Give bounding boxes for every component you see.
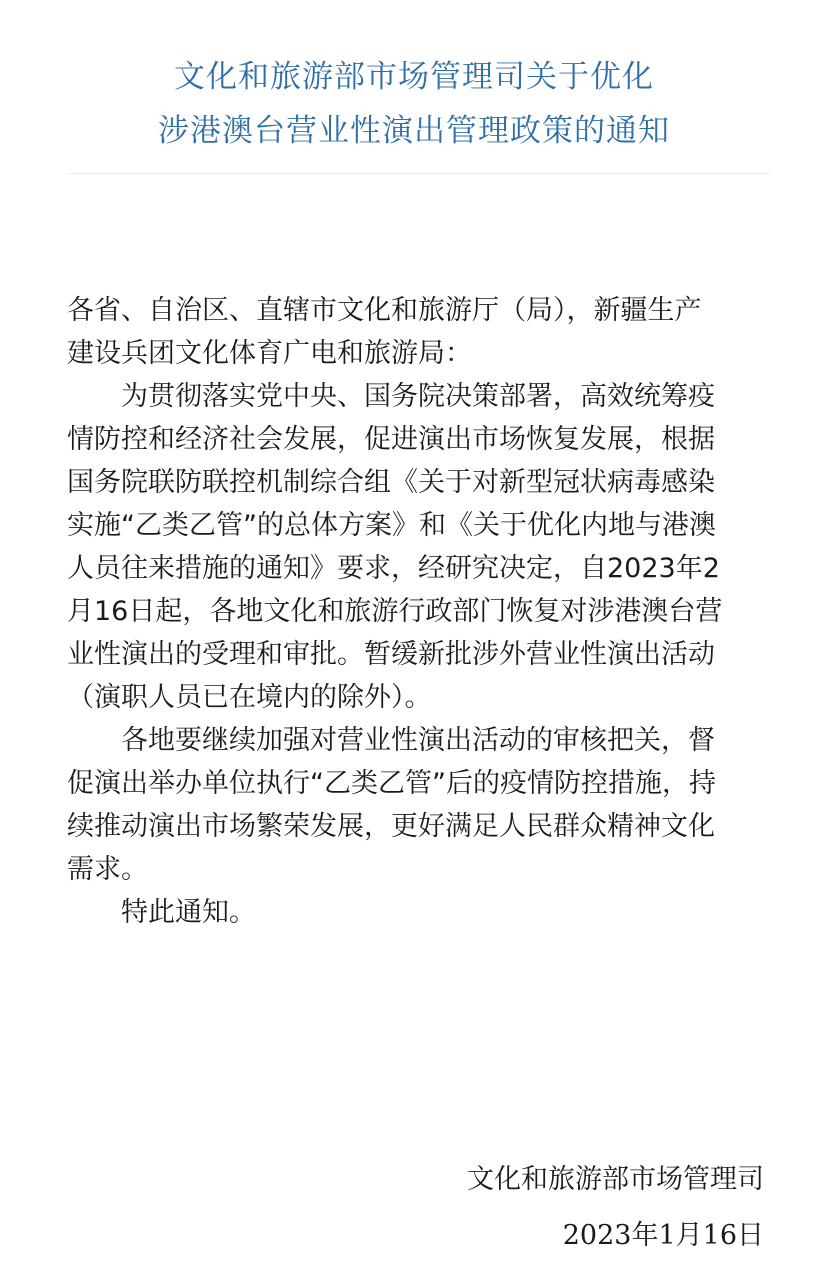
title-divider [68,173,770,174]
issue-date: 2023年1月16日 [562,1220,764,1251]
paragraph-2-line-4: 需求。 [67,854,148,885]
notice-title-line-2: 涉港澳台营业性演出管理政策的通知 [158,113,670,149]
closing-line: 特此通知。 [67,897,256,928]
notice-title-line-1: 文化和旅游部市场管理司关于优化 [174,59,654,95]
paragraph-2-line-1: 各地要继续加强对营业性演出活动的审核把关，督 [67,725,715,756]
paragraph-1-line-1: 为贯彻落实党中央、国务院决策部署，高效统筹疫 [67,381,715,412]
notice-body [67,289,767,934]
signature-block [467,1152,764,1264]
paragraph-2-line-3: 续推动演出市场繁荣发展，更好满足人民群众精神文化 [67,811,715,842]
paragraph-2-line-2: 促演出举办单位执行“乙类乙管”后的疫情防控措施，持 [67,768,716,799]
salutation-line-2: 建设兵团文化体育广电和旅游局： [67,338,472,369]
paragraph-1-line-3: 国务院联防联控机制综合组《关于对新型冠状病毒感染 [67,467,715,498]
paragraph-1-line-6: 月16日起，各地文化和旅游行政部门恢复对涉港澳台营 [67,596,723,627]
paragraph-1-line-4: 实施“乙类乙管”的总体方案》和《关于优化内地与港澳 [67,510,716,541]
paragraph-1-line-5: 人员往来措施的通知》要求，经研究决定，自2023年2 [67,553,720,584]
salutation-line-1: 各省、自治区、直辖市文化和旅游厅（局），新疆生产 [67,295,702,326]
notice-title [0,50,828,158]
paragraph-1-line-2: 情防控和经济社会发展，促进演出市场恢复发展，根据 [67,424,715,455]
paragraph-1-line-7: 业性演出的受理和审批。暂缓新批涉外营业性演出活动 [67,639,715,670]
paragraph-1-line-8: （演职人员已在境内的除外）。 [67,682,432,713]
issuer-name: 文化和旅游部市场管理司 [467,1164,764,1195]
